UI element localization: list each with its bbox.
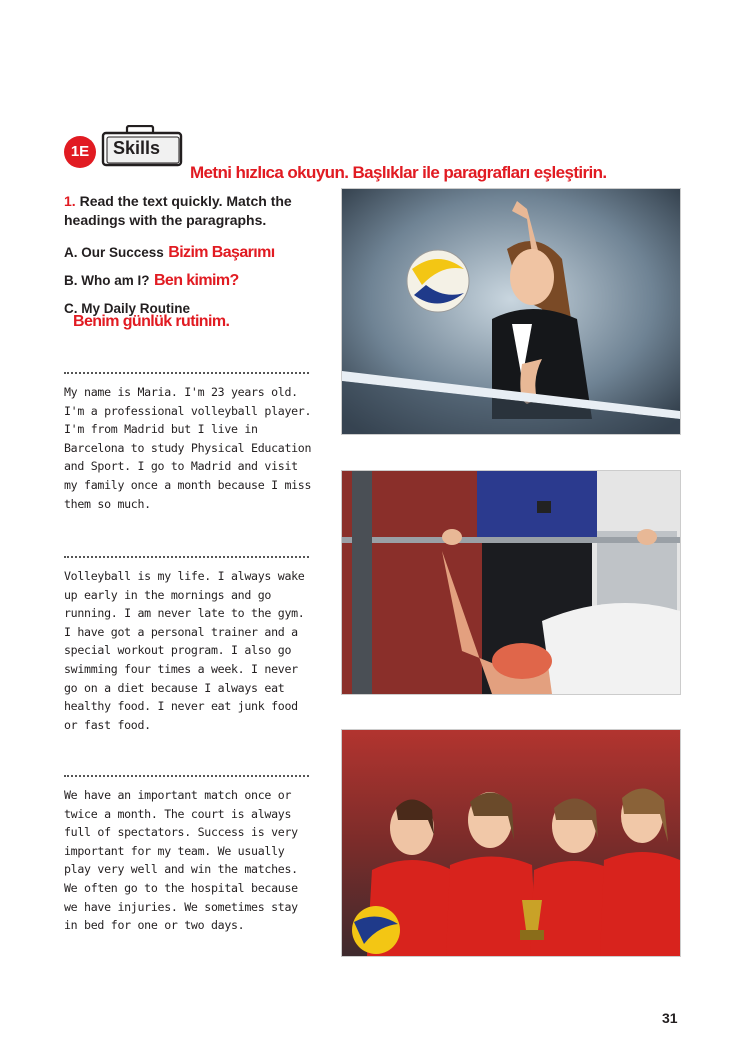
- heading-translation: Ben kimim?: [153, 272, 239, 289]
- answer-line-2[interactable]: [64, 556, 309, 558]
- heading-translation: Benim günlük rutinim.: [73, 313, 230, 330]
- heading-c: [64, 301, 229, 331]
- task-text: Read the text quickly. Match the headings with the paragraphs.: [64, 193, 292, 228]
- skills-suitcase: [101, 125, 183, 167]
- task-number: 1.: [64, 193, 76, 209]
- heading-label: B. Who am I?: [64, 273, 150, 288]
- paragraph-3: We have an important match once or twice a month. The court is always full of spectators. Success is very important for my team. We usually play very well and win the matches. We often go to the hospital because we have injuries. We sometimes stay in bed for one or two days.: [64, 788, 298, 933]
- heading-label: A. Our Success: [64, 245, 164, 260]
- gym-training-image: [342, 471, 680, 694]
- task-instruction: [64, 192, 324, 230]
- answer-line-3[interactable]: [64, 775, 309, 777]
- heading-b: [64, 272, 239, 290]
- heading-a: [64, 244, 275, 262]
- team-celebration-image: [342, 730, 680, 956]
- instruction-translation: Metni hızlıca okuyun. Başlıklar ile paragrafları eşleştirin.: [190, 163, 607, 182]
- paragraph-1: My name is Maria. I'm 23 years old. I'm a professional volleyball player. I'm from Madrid but I live in Barcelona to study Physical Education and Sport. I go to Madrid and visit my family once a month because I miss them so much.: [64, 385, 312, 511]
- page-number: 31: [662, 1010, 678, 1026]
- volleyball-player-image: [342, 189, 680, 434]
- section-title: Skills: [113, 138, 161, 158]
- lesson-badge: 1E: [64, 136, 96, 168]
- photo-volleyball-player: [341, 188, 681, 435]
- photo-team-celebration: [341, 729, 681, 957]
- paragraph-2: Volleyball is my life. I always wake up early in the mornings and go running. I am never late to the gym. I have got a personal trainer and a special workout program. I also go swimming four times a week. I never go on a diet because I always eat healthy food. I never eat junk food or fast food.: [64, 569, 305, 732]
- heading-translation: Bizim Başarımı: [168, 244, 275, 261]
- answer-line-1[interactable]: [64, 372, 309, 374]
- photo-gym-training: [341, 470, 681, 695]
- heading-label: C. My Daily Routine: [64, 301, 191, 316]
